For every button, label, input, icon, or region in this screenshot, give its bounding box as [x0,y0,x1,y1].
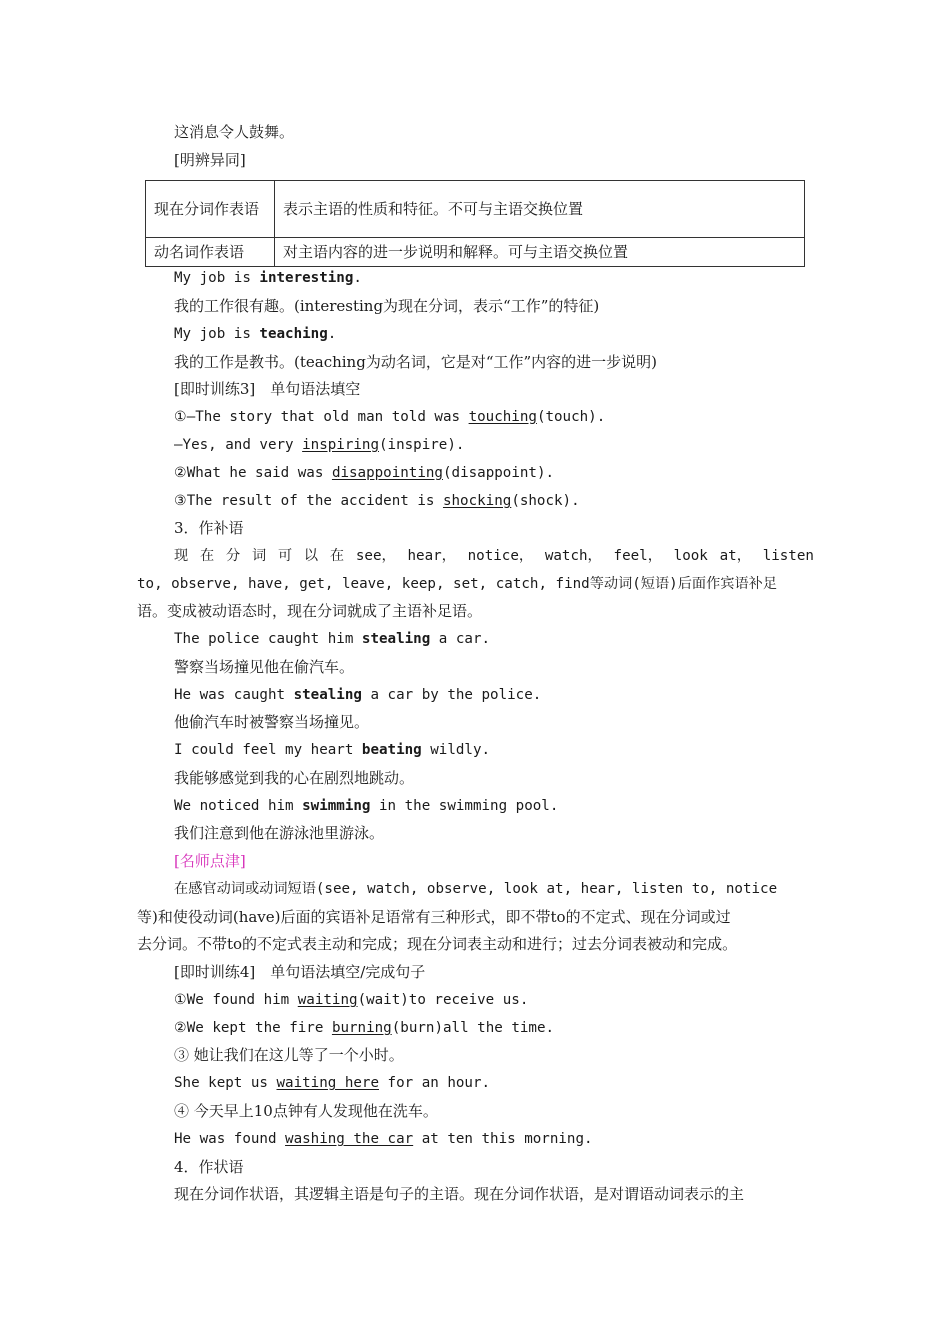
drill-item: ①We found him waiting(wait)to receive us. [174,992,529,1008]
drill-item: ②What he said was disappointing(disappoint). [174,465,555,481]
section3-heading: 3．作补语 [174,519,244,537]
answer-blank: touching [468,409,537,425]
section4-heading: 4．作状语 [174,1158,244,1176]
example-translation: 我的工作是教书。(teaching为动名词，它是对“工作”内容的进一步说明) [174,353,658,371]
example-translation: 我们注意到他在游泳池里游泳。 [174,824,385,842]
section3-para-line: to, observe, have, get, leave, keep, set, catch, find等动词(短语)后面作宾语补足 [137,576,778,592]
table-cell-term: 动名词作表语 [146,238,275,267]
example-sentence: My job is interesting. [174,270,362,286]
answer-blank: burning [331,1020,392,1036]
table-cell-desc: 对主语内容的进一步说明和解释。可与主语交换位置 [275,238,805,267]
drill4-title: [即时训练4] 单句语法填空/完成句子 [174,963,426,981]
keyword: stealing [361,631,431,647]
example-translation: 警察当场撞见他在偷汽车。 [174,658,355,676]
keyword: beating [361,742,422,758]
drill-item: She kept us waiting here for an hour. [174,1075,491,1091]
answer-blank: washing the car [285,1131,414,1147]
section3-para-line: 语。变成被动语态时，现在分词就成了主语补足语。 [137,602,483,620]
intro-line: 这消息令人鼓舞。 [174,123,295,141]
drill-item: ③The result of the accident is shocking(shock). [174,493,580,509]
example-sentence: I could feel my heart beating wildly. [174,742,491,758]
teacher-tip-line: 去分词。不带to的不定式表主动和完成；现在分词表主动和进行；过去分词表被动和完成。 [137,935,738,953]
answer-blank: inspiring [302,437,379,453]
table-cell-term: 现在分词作表语 [146,181,275,238]
example-sentence: He was caught stealing a car by the police. [174,687,542,703]
keyword: interesting [259,270,354,286]
table-row [146,181,805,238]
answer-blank: waiting [297,992,358,1008]
table-cell-desc: 表示主语的性质和特征。不可与主语交换位置 [275,181,805,238]
section4-para-line: 现在分词作状语，其逻辑主语是句子的主语。现在分词作状语，是对谓语动词表示的主 [174,1185,745,1203]
answer-blank: waiting here [276,1075,379,1091]
keyword: swimming [302,798,371,814]
drill-item: ①—The story that old man told was touching(touch). [174,409,606,425]
table-row [146,238,805,267]
drill-item: He was found washing the car at ten this morning. [174,1131,593,1147]
example-translation: 我的工作很有趣。(interesting为现在分词，表示“工作”的特征) [174,297,600,315]
compare-heading: [明辨异同] [174,151,246,169]
drill-item-prompt: ④ 今天早上10点钟有人发现他在洗车。 [174,1102,438,1120]
drill-item: —Yes, and very inspiring(inspire). [174,437,465,453]
comparison-table [145,180,805,267]
answer-blank: shocking [442,493,512,509]
drill-item: ②We kept the fire burning(burn)all the time. [174,1020,555,1036]
keyword: stealing [293,687,362,703]
teacher-tip-line: 等)和使役动词(have)后面的宾语补足语常有三种形式，即不带to的不定式、现在分词或过 [137,908,731,926]
example-translation: 他偷汽车时被警察当场撞见。 [174,713,370,731]
example-sentence: My job is teaching. [174,326,337,342]
keyword: teaching [259,326,328,342]
section3-para-line: 现 在 分 词 可 以 在 see， hear， notice， watch， feel， look at， listen [174,548,814,564]
drill3-title: [即时训练3] 单句语法填空 [174,380,361,398]
example-sentence: We noticed him swimming in the swimming pool. [174,798,559,814]
teacher-tip-label: [名师点津] [174,852,246,870]
example-sentence: The police caught him stealing a car. [174,631,491,647]
example-translation: 我能够感觉到我的心在剧烈地跳动。 [174,769,415,787]
drill-item-prompt: ③ 她让我们在这儿等了一个小时。 [174,1046,404,1064]
teacher-tip-line: 在感官动词或动词短语(see, watch, observe, look at, hear, listen to, notice [174,881,778,897]
answer-blank: disappointing [331,465,443,481]
